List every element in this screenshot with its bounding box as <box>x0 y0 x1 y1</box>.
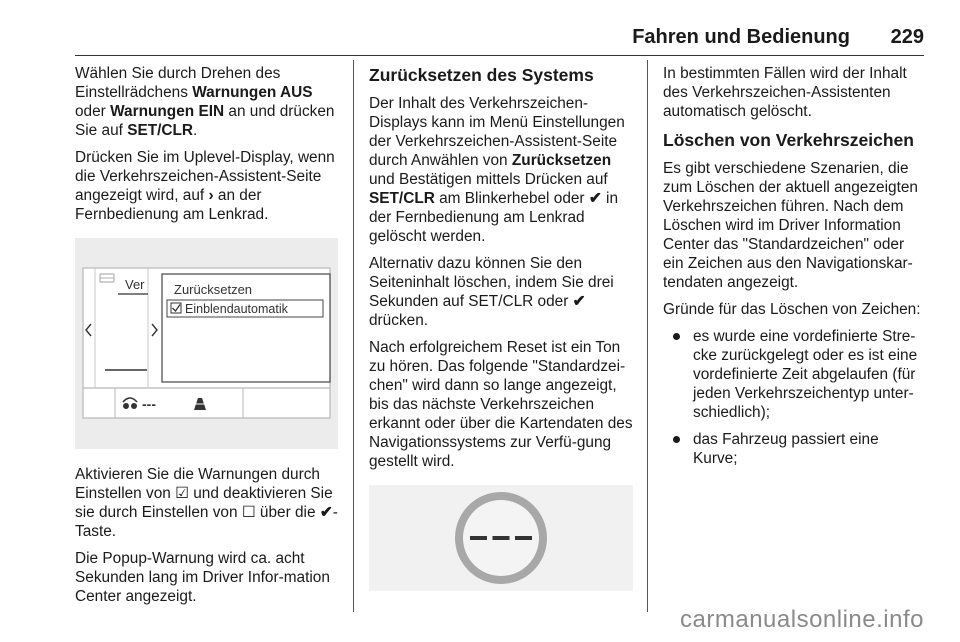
right-column <box>663 64 926 476</box>
paragraph: Der Inhalt des Verkehrszeichen-Displays kann im Menü Einstellungen der Verkehrszeichen-Assistent-Seite durch Anwählen von Zurücksetzen und Bestätigen mittels Drücken auf SET/CLR am Blinkerhebel oder ✔ in der Fernbedienung am Lenkrad gelöscht werden. <box>369 95 625 245</box>
display-label-ver: Ver <box>125 277 145 292</box>
paragraph: Drücken Sie im Uplevel-Display, wenn die Verkehrszeichen-Assistent-Seite angezeigt wird, auf › an der Fernbedienung am Lenkrad. <box>75 149 335 223</box>
header-title: Fahren und Bedienung <box>632 26 850 48</box>
header-rule <box>75 55 924 56</box>
paragraph: Wählen Sie durch Drehen des Einstellrädchens Warnungen AUS oder Warnungen EIN an und drücken Sie auf SET/CLR. <box>75 65 335 139</box>
default-sign-illustration <box>369 485 633 591</box>
paragraph: Nach erfolgreichem Reset ist ein Ton zu hören. Das folgende "Standardzei-chen" wird dann so lange angezeigt, bis das nächste Verkehrszeichen erkannt oder über die Kartendaten des Navigationssystems zur Verfü-gung gestellt wird. <box>369 339 633 470</box>
menu-item-label: Einblendautomatik <box>185 302 288 316</box>
section-heading: Zurücksetzen des Systems <box>369 65 594 85</box>
left-column <box>75 64 340 614</box>
paragraph: Alternativ dazu können Sie den Seiteninhalt löschen, indem Sie drei Sekunden auf SET/CLR oder ✔ drücken. <box>369 255 614 329</box>
checkmark-icon: ✔ <box>588 190 602 207</box>
default-sign-icon <box>369 485 633 591</box>
checked-box-icon: ☑ <box>175 485 189 502</box>
checkmark-icon: ✔ <box>319 504 333 521</box>
display-screen-svg <box>75 238 338 449</box>
column-divider <box>647 60 648 612</box>
paragraph: Es gibt verschiedene Szenarien, die zum Löschen der aktuell angezeigten Verkehrszeichen führen. Nach dem Löschen wird im Driver Information Center das "Standardzeichen" oder ein Zeichen aus den Navigationskar-tendaten angezeigt. <box>663 160 918 291</box>
paragraph: Aktivieren Sie die Warnungen durch Einstellen von ☑ und deaktivieren Sie sie durch Einstellen von ☐ über die ✔-Taste. <box>75 466 338 540</box>
column-divider <box>353 60 354 612</box>
bullet-list <box>663 327 926 468</box>
menu-title: Zurücksetzen <box>174 282 253 297</box>
empty-box-icon: ☐ <box>241 504 256 521</box>
paragraph: In bestimmten Fällen wird der Inhalt des Verkehrszeichen-Assistenten automatisch gelöscht. <box>663 65 907 120</box>
checkmark-icon: ✔ <box>572 293 586 310</box>
middle-column <box>369 64 633 591</box>
watermark: carmanualsonline.info <box>680 606 924 633</box>
status-text: --- <box>142 396 156 412</box>
section-heading: Löschen von Verkehrszeichen <box>663 130 914 150</box>
page-header <box>0 0 960 56</box>
paragraph: Gründe für das Löschen von Zeichen: <box>663 301 921 318</box>
list-item: das Fahrzeug passiert eine Kurve; <box>663 430 926 468</box>
paragraph: Die Popup-Warnung wird ca. acht Sekunden lang im Driver Infor-mation Center angezeigt. <box>75 550 330 605</box>
page-number: 229 <box>890 26 924 48</box>
display-illustration <box>75 238 338 449</box>
chevron-right-icon: › <box>208 187 214 204</box>
list-item: es wurde eine vordefinierte Stre-cke zurückgelegt oder es ist eine vordefinierte Zeit abgelaufen (für jeden Verkehrszeichentyp unter-schiedlich); <box>663 327 926 422</box>
